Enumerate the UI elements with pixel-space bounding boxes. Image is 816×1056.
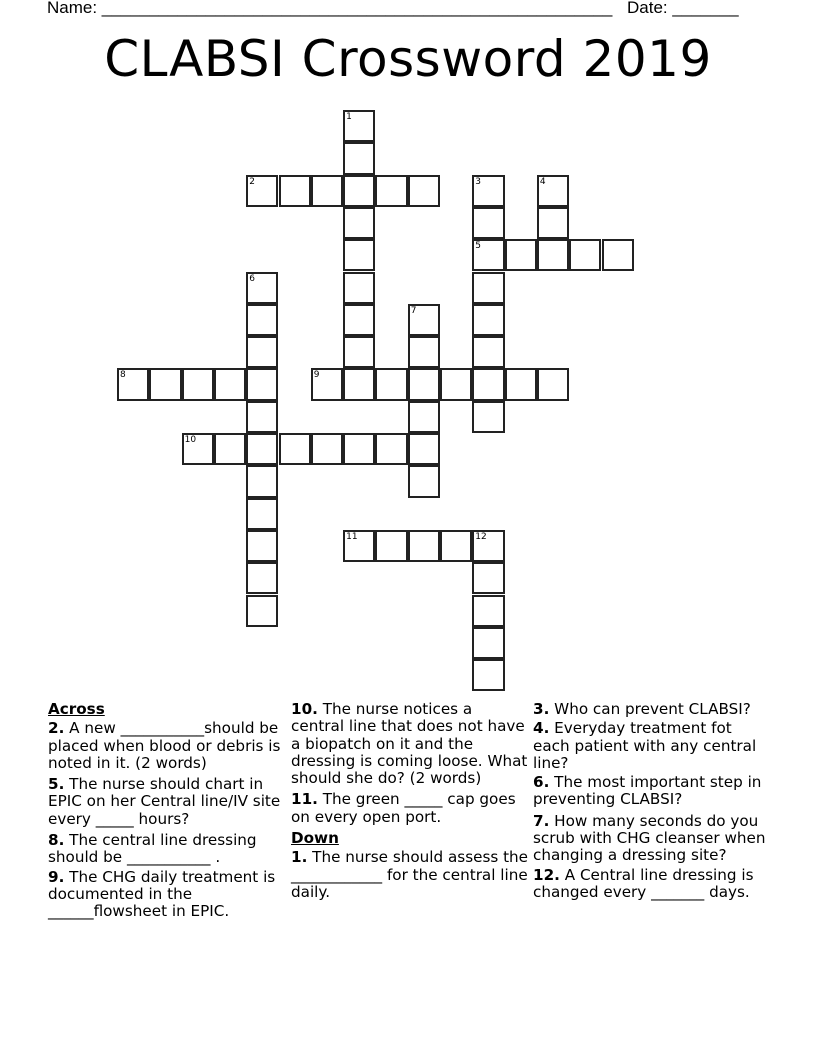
crossword-cell[interactable] (343, 239, 375, 271)
crossword-cell[interactable] (246, 465, 278, 497)
clue-across-11: 11. The green _____ cap goes on every open port. (291, 790, 516, 826)
clue-across-8: 8. The central line dressing should be ___________ . (48, 831, 257, 867)
clue-across-9: 9. The CHG daily treatment is documented in the ______flowsheet in EPIC. (48, 867, 276, 921)
crossword-cell[interactable] (343, 272, 375, 304)
crossword-cell[interactable] (343, 142, 375, 174)
across-heading: Across (48, 700, 105, 718)
crossword-cell[interactable] (279, 433, 311, 465)
clue-number: 7 (410, 305, 417, 316)
crossword-cell[interactable] (246, 530, 278, 562)
clue-number: 2 (249, 176, 255, 187)
crossword-cell[interactable] (375, 175, 407, 207)
crossword-cell[interactable] (472, 562, 504, 594)
crossword-cell[interactable] (246, 498, 278, 530)
crossword-cell[interactable] (505, 239, 537, 271)
crossword-cell[interactable] (246, 595, 278, 627)
page-title: CLABSI Crossword 2019 (104, 30, 712, 88)
crossword-cell[interactable] (343, 110, 375, 142)
crossword-cell[interactable] (246, 336, 278, 368)
clue-down-3: 3. Who can prevent CLABSI? (533, 700, 751, 718)
crossword-cell[interactable] (408, 433, 440, 465)
down-heading: Down (291, 829, 339, 848)
clue-number: 11 (346, 531, 358, 542)
clue-number: 5 (475, 241, 482, 252)
crossword-cell[interactable] (472, 659, 504, 691)
crossword-cell[interactable] (537, 368, 569, 400)
clue-down-7: 7. How many seconds do you scrub with CHG cleanser when changing a dressing site? (533, 811, 766, 865)
crossword-cell[interactable] (214, 368, 246, 400)
clue-number: 9 (313, 370, 320, 381)
clue-number: 8 (120, 370, 126, 381)
date-field-label: Date: _______ (627, 0, 739, 17)
crossword-cell[interactable] (149, 368, 181, 400)
crossword-cell[interactable] (472, 627, 504, 659)
crossword-cell[interactable] (408, 175, 440, 207)
crossword-cell[interactable] (311, 368, 343, 400)
clue-down-4: 4. Everyday treatment fot each patient with any central line? (533, 719, 757, 772)
clue-number: 6 (249, 273, 255, 284)
crossword-cell[interactable] (343, 368, 375, 400)
crossword-cell[interactable] (537, 239, 569, 271)
crossword-cell[interactable] (246, 272, 278, 304)
crossword-cell[interactable] (246, 401, 278, 433)
crossword-cell[interactable] (472, 239, 504, 271)
crossword-cell[interactable] (537, 175, 569, 207)
crossword-cell[interactable] (472, 175, 504, 207)
crossword-cell[interactable] (246, 175, 278, 207)
clue-number: 12 (475, 531, 487, 542)
crossword-cell[interactable] (311, 175, 343, 207)
crossword-cell[interactable] (472, 401, 504, 433)
crossword-cell[interactable] (472, 304, 504, 336)
crossword-cell[interactable] (472, 207, 504, 239)
clue-across-2: 2. A new ___________should be placed when blood or debris is noted in it. (2 words) (48, 719, 281, 772)
crossword-cell[interactable] (182, 433, 214, 465)
crossword-cell[interactable] (408, 530, 440, 562)
crossword-cell[interactable] (343, 433, 375, 465)
crossword-cell[interactable] (440, 530, 472, 562)
clues-column-1 (48, 701, 286, 925)
crossword-cell[interactable] (537, 207, 569, 239)
clues-column-3 (533, 701, 773, 905)
clue-down-6: 6. The most important step in preventing CLABSI? (533, 773, 762, 809)
crossword-cell[interactable] (408, 465, 440, 497)
clue-across-5: 5. The nurse should chart in EPIC on her Central line/IV site every _____ hours? (48, 775, 281, 828)
crossword-cell[interactable] (246, 433, 278, 465)
crossword-cell[interactable] (343, 336, 375, 368)
crossword-cell[interactable] (472, 272, 504, 304)
crossword-cell[interactable] (408, 401, 440, 433)
clue-across-10: 10. The nurse notices a central line that does not have a biopatch on it and the dressing is coming loose. What should she do? (2 words) (291, 700, 528, 788)
crossword-cell[interactable] (472, 368, 504, 400)
crossword-cell[interactable] (117, 368, 149, 400)
crossword-cell[interactable] (311, 433, 343, 465)
crossword-cell[interactable] (375, 530, 407, 562)
clue-number: 4 (539, 176, 546, 187)
crossword-cell[interactable] (343, 304, 375, 336)
crossword-cell[interactable] (569, 239, 601, 271)
crossword-cell[interactable] (408, 368, 440, 400)
clue-number: 1 (346, 112, 352, 122)
crossword-cell[interactable] (440, 368, 472, 400)
crossword-cell[interactable] (343, 175, 375, 207)
crossword-cell[interactable] (214, 433, 246, 465)
crossword-cell[interactable] (375, 433, 407, 465)
clue-down-12: 12. A Central line dressing is changed every _______ days. (533, 865, 754, 901)
crossword-cell[interactable] (343, 530, 375, 562)
clue-number: 10 (184, 435, 197, 445)
crossword-cell[interactable] (505, 368, 537, 400)
crossword-cell[interactable] (472, 336, 504, 368)
crossword-cell[interactable] (343, 207, 375, 239)
crossword-cell[interactable] (246, 562, 278, 594)
crossword-cell[interactable] (246, 368, 278, 400)
crossword-cell[interactable] (182, 368, 214, 400)
crossword-cell[interactable] (408, 304, 440, 336)
crossword-cell[interactable] (246, 304, 278, 336)
clue-down-1: 1. The nurse should assess the ____________ for the central line daily. (291, 848, 529, 901)
crossword-cell[interactable] (375, 368, 407, 400)
clues-column-2 (291, 701, 529, 905)
name-field-label: Name: ______________________________________________________ (47, 0, 613, 17)
clue-number: 3 (475, 176, 482, 187)
crossword-cell[interactable] (472, 595, 504, 627)
crossword-cell[interactable] (408, 336, 440, 368)
crossword-cell[interactable] (279, 175, 311, 207)
crossword-cell[interactable] (602, 239, 634, 271)
crossword-cell[interactable] (472, 530, 504, 562)
